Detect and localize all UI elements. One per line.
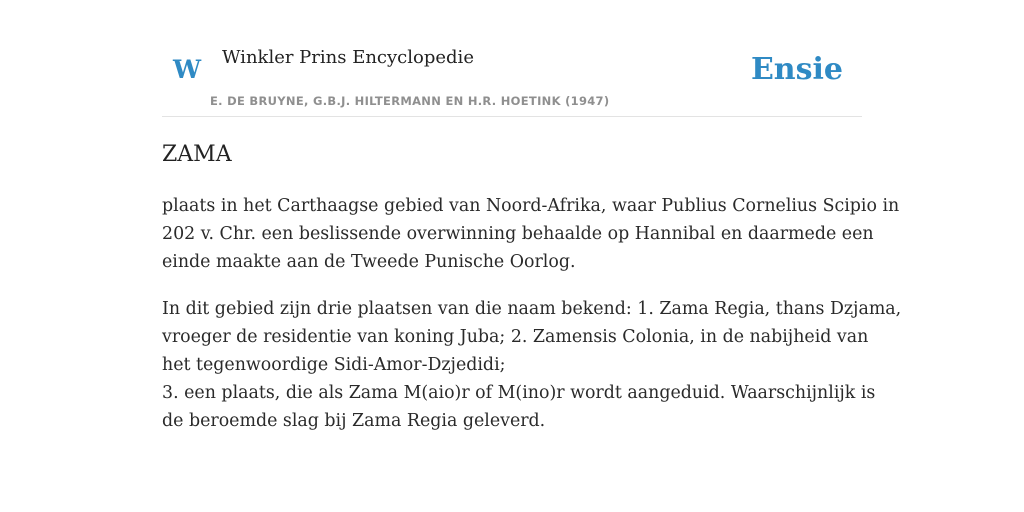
source-header: [162, 0, 862, 117]
text-line: de beroemde slag bij Zama Regia geleverd.: [162, 411, 546, 431]
text-line: 202 v. Chr. een beslissende overwinning behaalde op Hannibal en daarmede een: [162, 224, 874, 244]
entry-paragraph-2: [162, 295, 902, 435]
text-line: plaats in het Carthaagse gebied van Noord-Afrika, waar Publius Cornelius Scipio in: [162, 196, 900, 216]
entry-title: ZAMA: [162, 142, 232, 167]
entry-body: [162, 192, 902, 454]
text-line: 3. een plaats, die als Zama M(aio)r of M(ino)r wordt aangeduid. Waarschijnlijk is: [162, 383, 876, 403]
ensie-logo[interactable]: Ensie: [750, 52, 843, 87]
text-line: In dit gebied zijn drie plaatsen van die naam bekend: 1. Zama Regia, thans Dzjama,: [162, 299, 902, 319]
source-authors: E. DE BRUYNE, G.B.J. HILTERMANN EN H.R. HOETINK (1947): [210, 94, 610, 108]
source-title[interactable]: Winkler Prins Encyclopedie: [222, 47, 474, 68]
entry-paragraph-1: [162, 192, 900, 276]
encyclopedia-page: [162, 0, 902, 512]
text-line: vroeger de residentie van koning Juba; 2. Zamensis Colonia, in de nabijheid van: [162, 327, 869, 347]
text-line: het tegenwoordige Sidi-Amor-Dzjedidi;: [162, 355, 506, 375]
text-line: einde maakte aan de Tweede Punische Oorlog.: [162, 252, 576, 272]
winkler-prins-logo[interactable]: W: [173, 55, 202, 84]
